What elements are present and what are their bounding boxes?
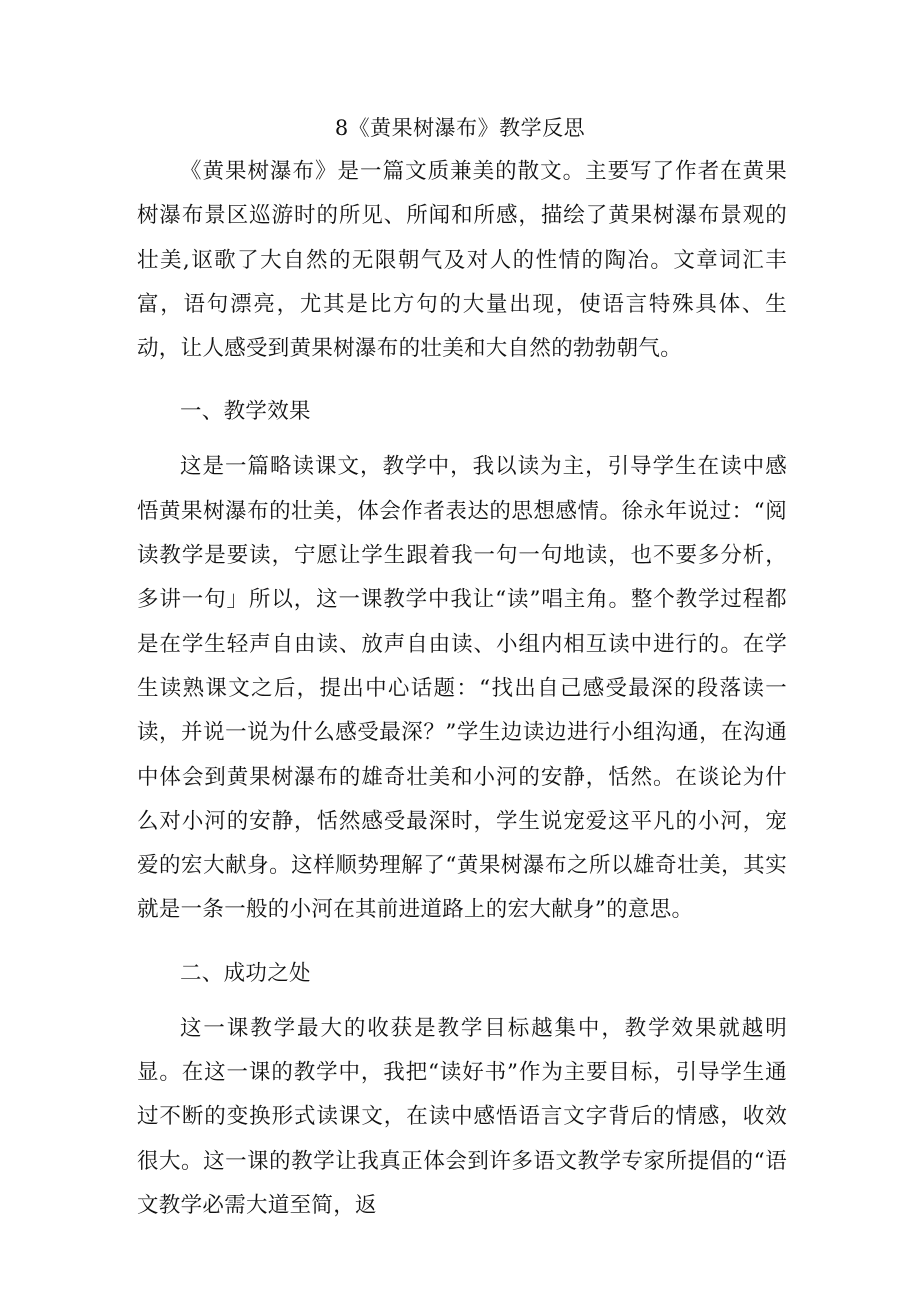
section-heading-teaching-effect: 一、教学效果	[180, 399, 311, 425]
intro-paragraph: 《黄果树瀑布》是一篇文质兼美的散文。主要写了作者在黄果树瀑布景区巡游时的所见、所闻和所感，描绘了黄果树瀑布景观的壮美,讴歌了大自然的无限朝气及对人的性情的陶冶。文章词汇丰富，语句漂亮，尤其是比方句的大量出现，使语言特殊具体、生动，让人感受到黄果树瀑布的壮美和大自然的勃勃朝气。	[137, 159, 787, 362]
document-title: 8《黄果树瀑布》教学反思	[334, 116, 586, 140]
document-body	[137, 150, 787, 1228]
section-paragraph-success: 这一课教学最大的收获是教学目标越集中，教学效果就越明显。在这一课的教学中，我把“读好书”作为主要目标，引导学生通过不断的变换形式读课文，在读中感悟语言文字背后的情感，收效很大。这一课的教学让我真正体会到许多语文教学专家所提倡的“语文教学必需大道至简，返	[137, 1015, 787, 1218]
section-heading-success: 二、成功之处	[180, 960, 311, 986]
section-paragraph-teaching-effect: 这是一篇略读课文，教学中，我以读为主，引导学生在读中感悟黄果树瀑布的壮美，体会作者表达的思想感情。徐永年说过：“阅读教学是要读，宁愿让学生跟着我一句一句地读，也不要多分析，多讲一句」所以，这一课教学中我让“读”唱主角。整个教学过程都是在学生轻声自由读、放声自由读、小组内相互读中进行的。在学生读熟课文之后，提出中心话题：“找出自己感受最深的段落读一读，并说一说为什么感受最深？”学生边读边进行小组沟通，在沟通中体会到黄果树瀑布的雄奇壮美和小河的安静，恬然。在谈论为什么对小河的安静，恬然感受最深时，学生说宠爱这平凡的小河，宠爱的宏大献身。这样顺势理解了“黄果树瀑布之所以雄奇壮美，其实就是一条一般的小河在其前进道路上的宏大献身”的意思。	[137, 454, 787, 923]
